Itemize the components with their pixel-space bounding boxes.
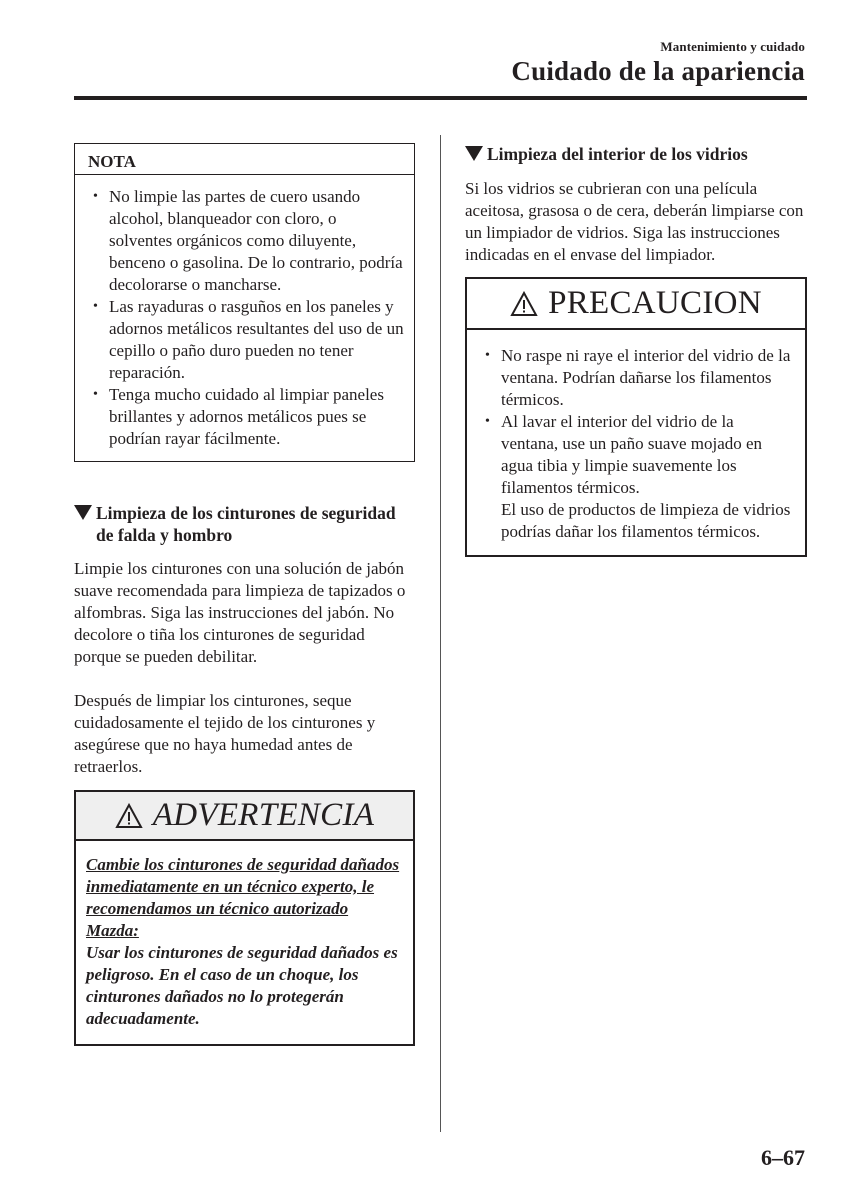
caution-header [467,279,805,330]
page-title: Cuidado de la apariencia [511,56,805,86]
caution-item: • No raspe ni raye el interior del vidrio de la ventana. Podrían dañarse los filamentos térmicos. [485,346,791,409]
caution-title: PRECAUCION [548,285,762,321]
belts-paragraph-1: Limpie los cinturones con una solución de jabón suave recomendada para limpieza de tapizados o alfombras. Siga las instrucciones del jabón. No decolore o tiña los cinturones de seguridad porque se pueden debilitar. [74,559,406,666]
warning-title: ADVERTENCIA [152,797,375,833]
warning-body [76,841,413,1044]
warning-triangle-icon [115,803,143,829]
note-item: • Las rayaduras o rasguños en los paneles y adornos metálicos resultantes del uso de un cepillo o paño duro pueden no tener reparación. [93,297,404,382]
note-box [74,143,415,462]
note-item: • Tenga mucho cuidado al limpiar paneles brillantes y adornos metálicos pues se podrían rayar fácilmente. [93,385,384,448]
belts-heading: Limpieza de los cinturones de seguridad de falda y hombro [74,502,396,546]
caution-list [467,330,805,555]
note-item: • No limpie las partes de cuero usando alcohol, blanqueador con cloro, o solventes orgánicos como diluyente, benceno o gasolina. De lo contrario, podría decolorarse o mancharse. [93,187,403,294]
caution-extra: El uso de productos de limpieza de vidrios podrías dañar los filamentos térmicos. [501,500,791,541]
bullet-icon: • [93,189,98,204]
bullet-icon: • [93,387,98,402]
glass-paragraph: Si los vidrios se cubrieran con una película aceitosa, grasosa o de cera, deberán limpiarse con un limpiador de vidrios. Siga las instrucciones indicadas en el envase del limpiador. [465,179,804,264]
warning-box [74,790,415,1046]
section-triangle-icon [74,505,92,520]
warning-triangle-icon [510,291,538,317]
section-header: Mantenimiento y cuidado [660,39,805,54]
header-rule [74,96,807,100]
column-divider [440,135,441,1132]
bullet-icon: • [485,414,490,429]
glass-heading: Limpieza del interior de los vidrios [465,143,807,165]
warning-text-underlined: Cambie los cinturones de seguridad dañados inmediatamente en un técnico experto, le recomendamos un técnico autorizado Mazda: [86,855,400,940]
belts-paragraph-2: Después de limpiar los cinturones, seque cuidadosamente el tejido de los cinturones y asegúrese que no haya humedad antes de retraerlos. [74,691,376,776]
right-column [465,143,807,557]
note-title: NOTA [75,144,414,175]
caution-box [465,277,807,557]
warning-text: Usar los cinturones de seguridad dañados es peligroso. En el caso de un choque, los cinturones dañados no lo protegerán adecuadamente. [86,943,398,1028]
warning-header [76,792,413,841]
note-list [75,175,414,461]
caution-item: • Al lavar el interior del vidrio de la ventana, use un paño suave mojado en agua tibia y limpie suavemente los filamentos térmicos. El uso de productos de limpieza de vidrios podrías dañar los filamentos térmicos. [485,412,791,541]
bullet-icon: • [93,299,98,314]
page-number: 6–67 [761,1145,805,1170]
section-triangle-icon [465,146,483,161]
bullet-icon: • [485,348,490,363]
left-column [74,143,415,1046]
